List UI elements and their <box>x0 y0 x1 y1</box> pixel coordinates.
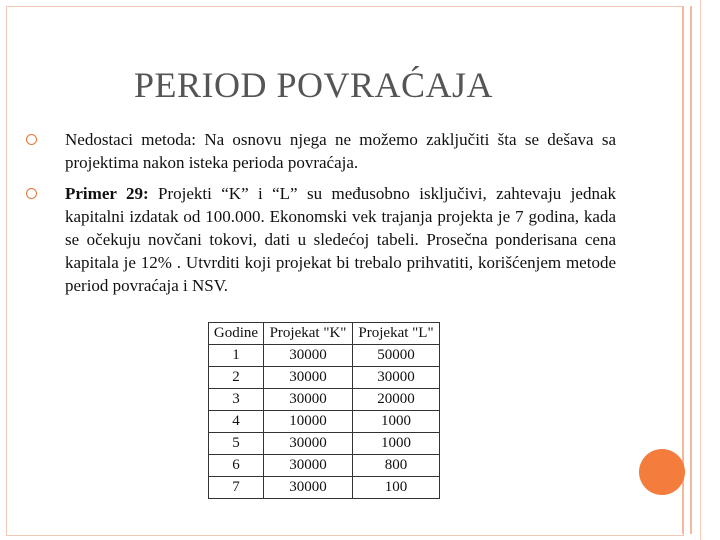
table-cell: 30000 <box>264 477 353 499</box>
table-row <box>209 411 440 433</box>
bullet-item <box>26 128 616 174</box>
frame-border-line <box>700 0 701 540</box>
cash-flow-table <box>208 322 440 499</box>
bullet-circle-icon <box>26 188 37 199</box>
table-cell: 30000 <box>264 367 353 389</box>
table-row <box>209 345 440 367</box>
table-cell: 2 <box>209 367 264 389</box>
table-cell: 30000 <box>264 455 353 477</box>
table-cell: 6 <box>209 455 264 477</box>
bullet-text: Projekti “K” i “L” su međusobno isključivi, zahtevaju jednak kapitalni izdatak od 100.000. Ekonomski vek trajanja projekta je 7 godina, kada se očekuju novčani tokovi, dati u sledećoj tabeli. Prosečna ponderisana cena kapitala je 12% . Utvrditi koji projekat bi trebalo prihvatiti, korišćenjem metode period povraćaja i NSV. <box>65 184 616 295</box>
table-cell: 1 <box>209 345 264 367</box>
frame-border-line <box>690 6 692 534</box>
table-cell: 30000 <box>353 367 440 389</box>
column-header: Projekat "L" <box>353 323 440 345</box>
bullet-circle-icon <box>26 134 37 145</box>
table-cell: 20000 <box>353 389 440 411</box>
frame-border-line <box>682 6 684 534</box>
decorative-circle <box>639 449 685 495</box>
table-cell: 800 <box>353 455 440 477</box>
table-cell: 30000 <box>264 433 353 455</box>
table-row <box>209 477 440 499</box>
table-row <box>209 455 440 477</box>
table-cell: 1000 <box>353 433 440 455</box>
slide-title: PERIOD POVRAĆAJA <box>134 65 494 105</box>
bullet-list <box>26 128 616 305</box>
table-cell: 50000 <box>353 345 440 367</box>
table-cell: 7 <box>209 477 264 499</box>
column-header: Projekat "K" <box>264 323 353 345</box>
bullet-lead: Primer 29: <box>65 184 149 203</box>
table-cell: 3 <box>209 389 264 411</box>
table-cell: 10000 <box>264 411 353 433</box>
table-row <box>209 433 440 455</box>
table-header-row <box>209 323 440 345</box>
column-header: Godine <box>209 323 264 345</box>
table-row <box>209 389 440 411</box>
bullet-text: Nedostaci metoda: Na osnovu njega ne možemo zaključiti šta se dešava sa projektima nakon isteka perioda povraćaja. <box>65 130 616 172</box>
table-cell: 5 <box>209 433 264 455</box>
table-cell: 30000 <box>264 389 353 411</box>
table-cell: 4 <box>209 411 264 433</box>
table-cell: 1000 <box>353 411 440 433</box>
bullet-item <box>26 182 616 297</box>
table-cell: 100 <box>353 477 440 499</box>
table-cell: 30000 <box>264 345 353 367</box>
table-row <box>209 367 440 389</box>
